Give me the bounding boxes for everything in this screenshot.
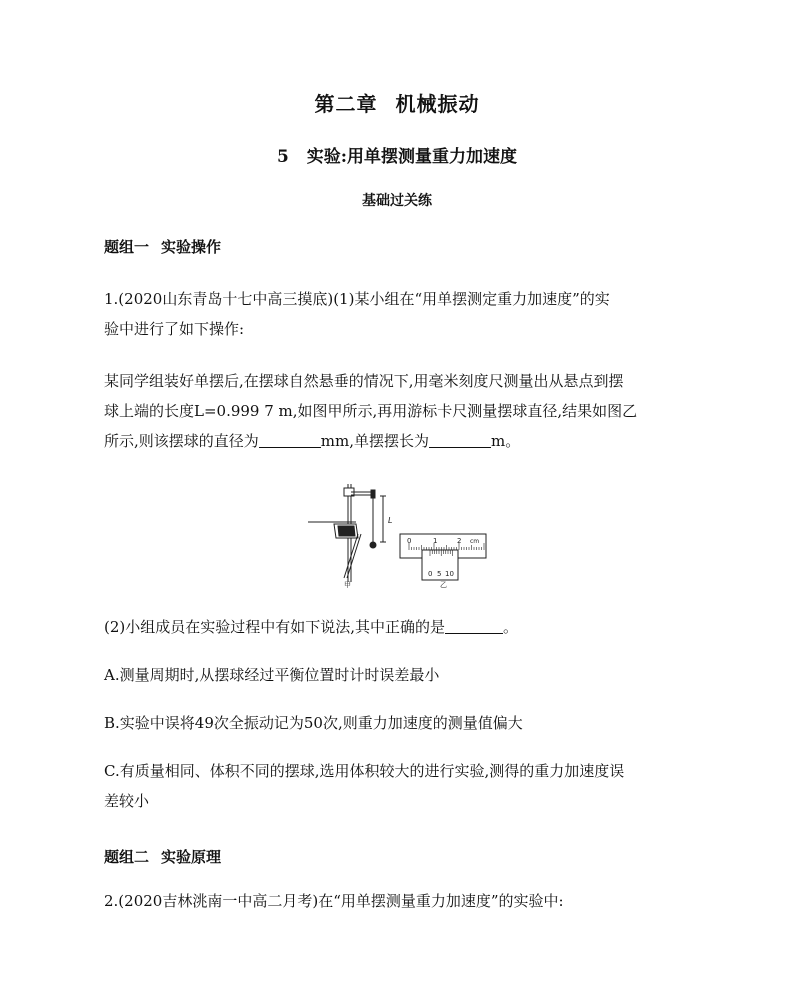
text-span: mm,单摆摆长为 <box>320 432 429 450</box>
group-number: 题组二 <box>104 848 150 866</box>
main-scale-label: 1 <box>433 537 438 545</box>
chapter-title <box>0 88 794 117</box>
label-jia: 甲 <box>344 581 351 588</box>
section-name: 实验:用单摆测量重力加速度 <box>306 147 518 167</box>
subheading: 基础过关练 <box>362 193 432 209</box>
group-title: 实验操作 <box>161 238 222 256</box>
chapter-number: 第二章 <box>314 92 378 116</box>
text-span: (2)小组成员在实验过程中有如下说法,其中正确的是 <box>104 618 446 636</box>
answer-blank[interactable] <box>445 617 503 634</box>
text-line: 差较小 <box>104 792 150 810</box>
text-line: 某同学组装好单摆后,在摆球自然悬垂的情况下,用毫米刻度尺测量出从悬点到摆 <box>104 372 624 390</box>
label-L: L <box>388 516 393 525</box>
vernier-scale-labels <box>428 570 454 578</box>
text-line: C.有质量相同、体积不同的摆球,选用体积较大的进行实验,测得的重力加速度误 <box>104 762 625 780</box>
text-span: 所示,则该摆球的直径为 <box>104 432 259 450</box>
group-title: 实验原理 <box>161 848 222 866</box>
option-c <box>104 756 694 816</box>
question-2-intro: 2.(2020吉林洮南一中高二月考)在“用单摆测量重力加速度”的实验中: <box>104 892 564 910</box>
experiment-figure <box>300 478 500 588</box>
question-1-part-2 <box>104 612 694 642</box>
question-1-body <box>104 366 694 456</box>
vernier-label: 5 <box>437 570 442 578</box>
group-heading-1 <box>104 236 221 257</box>
main-scale-unit: cm <box>470 538 480 545</box>
answer-blank[interactable] <box>429 431 491 448</box>
text-line: 球上端的长度L=0.999 7 m,如图甲所示,再用游标卡尺测量摆球直径,结果如图乙 <box>104 402 638 420</box>
option-a: A.测量周期时,从摆球经过平衡位置时计时误差最小 <box>104 666 440 684</box>
pendulum-apparatus <box>308 484 386 582</box>
text-line: 1.(2020山东青岛十七中高三摸底)(1)某小组在“用单摆测定重力加速度”的实 <box>104 290 610 308</box>
section-title <box>0 142 794 167</box>
vernier-label: 10 <box>445 570 454 578</box>
vernier-label: 0 <box>428 570 433 578</box>
label-yi: 乙 <box>440 581 447 588</box>
group-heading-2 <box>104 846 221 867</box>
question-1-intro <box>104 284 694 344</box>
text-span: 。 <box>503 618 519 636</box>
chapter-name: 机械振动 <box>395 92 480 116</box>
text-span: m。 <box>491 432 521 450</box>
main-scale-label: 0 <box>407 537 412 545</box>
option-b: B.实验中误将49次全振动记为50次,则重力加速度的测量值偏大 <box>104 714 523 732</box>
text-line <box>104 426 694 456</box>
group-number: 题组一 <box>104 238 150 256</box>
main-scale-label: 2 <box>457 537 462 545</box>
section-number: 5 <box>276 147 289 167</box>
text-line: 验中进行了如下操作: <box>104 320 245 338</box>
answer-blank[interactable] <box>259 431 321 448</box>
